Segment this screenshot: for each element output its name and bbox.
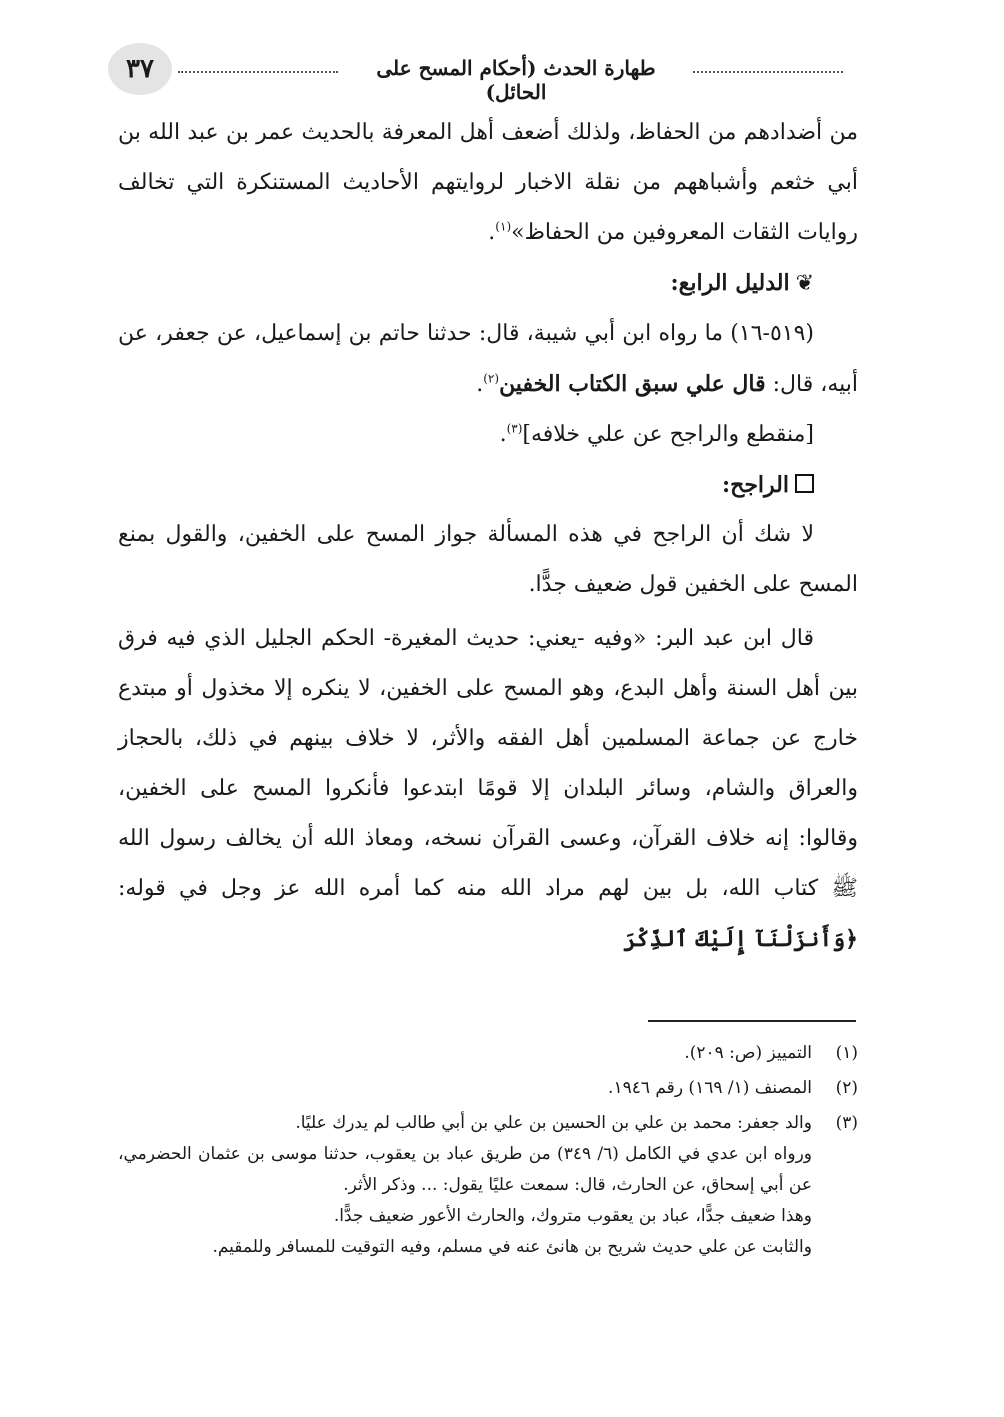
footnote-3-continuation: وهذا ضعيف جدًّا، عباد بن يعقوب متروك، والحارث الأعور ضعيف جدًّا. bbox=[333, 1206, 812, 1226]
footnote-1 bbox=[118, 1038, 858, 1069]
body-text bbox=[118, 108, 858, 965]
heading-fourth-evidence: ❦الدليل الرابع: bbox=[670, 270, 814, 296]
paragraph-hadith: (٥١٩-١٦) ما رواه ابن أبي شيبة، قال: حدثنا حاتم بن إسماعيل، عن جعفر، عن أبيه، قال: قال علي سبق الكتاب الخفين$^{(٢)}$. bbox=[118, 321, 858, 397]
footnote-number: (٢) bbox=[835, 1078, 858, 1098]
footnote-3-continuation: والثابت عن علي حديث شريح بن هانئ عنه في مسلم، وفيه التوقيت للمسافر وللمقيم. bbox=[212, 1237, 812, 1257]
paragraph-conclusion: لا شك أن الراجح في هذه المسألة جواز المسح على الخفين، والقول بمنع المسح على الخفين قول ضعيف جدًّا. bbox=[118, 522, 858, 597]
running-title: طهارة الحدث (أحكام المسح على الحائل) bbox=[376, 56, 656, 104]
footnote-ref-2[interactable]: (٢) bbox=[483, 371, 500, 386]
footnote-2 bbox=[118, 1073, 858, 1104]
paragraph-grading: [منقطع والراجح عن علي خلافه]$^{(٣)}$. bbox=[499, 421, 814, 447]
footnote-text: المصنف (١/ ١٦٩) رقم ١٩٤٦. bbox=[608, 1078, 812, 1098]
footnote-ref-1[interactable]: (١) bbox=[495, 219, 512, 234]
hadith-text: قال علي سبق الكتاب الخفين bbox=[499, 371, 766, 397]
footnote-text: والد جعفر: محمد بن علي بن الحسين بن علي بن أبي طالب لم يدرك عليًا. bbox=[295, 1113, 812, 1133]
footnote-number: (٣) bbox=[835, 1113, 858, 1133]
square-bullet-icon bbox=[795, 474, 814, 493]
footnote-3-continuation: ورواه ابن عدي في الكامل (٦/ ٣٤٩) من طريق عباد بن يعقوب، حدثنا موسى بن عثمان الحضرمي، عن أبي إسحاق، عن الحارث، قال: سمعت عليًا يقول: ... وذكر الأثر. bbox=[118, 1144, 812, 1195]
paragraph-ibn-abd-al-barr: قال ابن عبد البر: «وفيه -يعني: حديث المغيرة- الحكم الجليل الذي فيه فرق بين أهل السنة وأهل البدع، وهو المسح على الخفين، لا ينكره إلا مخذول أو مبتدع خارج عن جماعة المسلمين أهل الفقه والأثر، لا خلاف بينهم في ذلك، بالحجاز والعراق والشام، وسائر البلدان إلا قومًا ابتدعوا فأنكروا المسح على الخفين، وقالوا: إنه خلاف القرآن، وعسى القرآن نسخه، ومعاذ الله أن يخالف رسول الله ﷺ كتاب الله، بل بين لهم مراد الله منه كما أمره الله عز وجل في قوله: ﴿وَأَنزَلْنَآ إِلَيْكَ ٱلذِّكْرَ bbox=[118, 626, 858, 952]
footnote-separator bbox=[648, 1020, 856, 1022]
footnote-3 bbox=[118, 1108, 858, 1139]
footnotes bbox=[118, 1038, 858, 1263]
heading-preferred-view: الراجح: bbox=[118, 460, 858, 510]
header-dotted-rule-left bbox=[178, 71, 338, 73]
header-dotted-rule-right bbox=[693, 71, 843, 73]
paragraph-quote-end: من أضدادهم من الحفاظ، ولذلك أضعف أهل المعرفة بالحديث عمر بن عبد الله بن أبي خثعم وأشباههم من نقلة الاخبار لروايتهم الأحاديث المستنكرة التي تخالف روايات الثقات المعروفين من الحفاظ»$^{(١)}$. bbox=[118, 120, 858, 245]
quran-verse: ﴿وَأَنزَلْنَآ إِلَيْكَ ٱلذِّكْرَ bbox=[623, 926, 858, 952]
footnote-number: (١) bbox=[835, 1043, 858, 1063]
leaf-ornament-icon: ❦ bbox=[795, 271, 814, 296]
footnote-ref-3[interactable]: (٣) bbox=[506, 421, 523, 436]
page-number: ٣٧ bbox=[108, 43, 172, 95]
footnote-text: التمييز (ص: ٢٠٩). bbox=[684, 1043, 812, 1063]
